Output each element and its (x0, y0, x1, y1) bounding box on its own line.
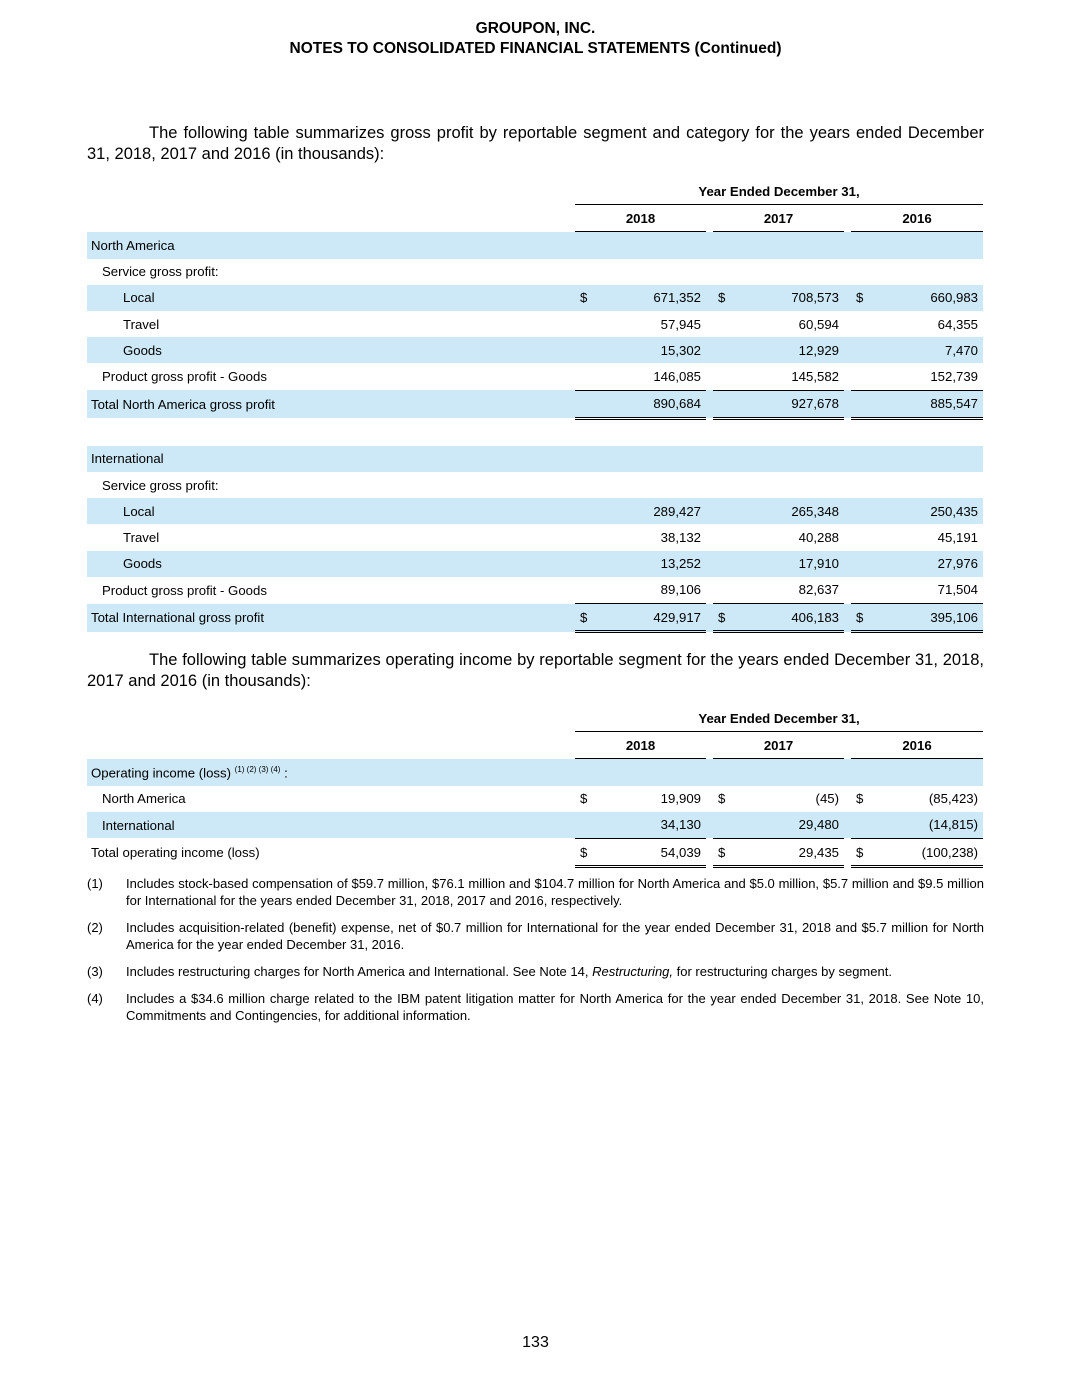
cell-value (737, 446, 844, 472)
cell-value: 82,637 (737, 577, 844, 604)
row-label: Total operating income (loss) (91, 845, 260, 861)
cell-value (875, 472, 983, 498)
row-label: Product gross profit - Goods (102, 582, 267, 598)
cell-value (875, 259, 983, 285)
currency-symbol (575, 812, 599, 839)
currency-symbol: $ (851, 604, 875, 632)
currency-symbol (713, 472, 737, 498)
cell-value: 71,504 (875, 577, 983, 604)
currency-symbol (575, 311, 599, 337)
row-label: Local (87, 285, 575, 311)
currency-symbol (713, 498, 737, 524)
super-header-row (87, 705, 983, 732)
table-row (87, 418, 983, 446)
cell-value (737, 472, 844, 498)
year-header-row (87, 205, 983, 232)
currency-symbol (575, 446, 599, 472)
cell-value (875, 759, 983, 786)
cell-value: 890,684 (599, 390, 706, 418)
intro-paragraph-operating-income: The following table summarizes operating income by reportable segment for the years ended December 31, 2018, 2017 and 2016 (in thousands): (87, 651, 984, 690)
currency-symbol: $ (580, 791, 588, 807)
cell-value: 671,352 (599, 285, 706, 311)
currency-symbol: $ (718, 791, 726, 807)
cell-value: 12,929 (737, 337, 844, 363)
cell-value: 54,039 (599, 838, 706, 866)
cell-value: 34,130 (599, 812, 706, 839)
cell-value: 265,348 (737, 498, 844, 524)
currency-symbol (851, 446, 875, 472)
currency-symbol (851, 759, 875, 786)
currency-symbol: $ (713, 285, 737, 311)
currency-symbol: $ (851, 838, 875, 866)
row-label: Service gross profit: (102, 477, 219, 493)
currency-symbol (851, 551, 875, 577)
super-header-row (87, 178, 983, 205)
cell-value (599, 232, 706, 259)
currency-symbol (851, 812, 875, 839)
cell-value: 45,191 (937, 530, 979, 546)
cell-value (737, 759, 844, 786)
table-row (87, 577, 983, 604)
cell-value: (14,815) (875, 812, 983, 839)
cell-value (875, 446, 983, 472)
currency-symbol: $ (856, 791, 864, 807)
cell-value: 29,435 (737, 838, 844, 866)
row-label: Travel (123, 316, 160, 332)
row-label: Product gross profit - Goods (102, 369, 267, 385)
cell-value: 60,594 (798, 316, 839, 332)
currency-symbol (713, 812, 737, 839)
cell-value: 17,910 (737, 551, 844, 577)
cell-value: (85,423) (928, 791, 979, 807)
cell-value: 395,106 (875, 604, 983, 632)
table-row (87, 259, 983, 285)
cell-value: 250,435 (875, 498, 983, 524)
currency-symbol (713, 232, 737, 259)
footnote-marker: (3) (87, 964, 103, 979)
currency-symbol (575, 472, 599, 498)
footnote-text: Includes a $34.6 million charge related to the IBM patent litigation matter for North America for the year ended December 31, 2018. See Note 10, Commitments and Contingencies, for additional information. (126, 991, 984, 1023)
table-row (87, 285, 983, 311)
cell-value (737, 232, 844, 259)
year-header: 2018 (575, 732, 706, 759)
currency-symbol (713, 259, 737, 285)
table-row (87, 390, 983, 418)
currency-symbol (851, 363, 875, 390)
footnote-2 (87, 919, 984, 953)
currency-symbol (851, 390, 875, 418)
currency-symbol (575, 418, 599, 446)
row-label: Service gross profit: (102, 264, 219, 280)
cell-value: 57,945 (660, 316, 701, 332)
currency-symbol: $ (575, 604, 599, 632)
footnote-4 (87, 990, 984, 1024)
row-label: North America (102, 791, 186, 807)
cell-value: 13,252 (599, 551, 706, 577)
year-header: 2016 (851, 205, 983, 232)
currency-symbol (713, 551, 737, 577)
footnote-marker: (1) (87, 876, 103, 891)
currency-symbol: $ (575, 838, 599, 866)
currency-symbol (575, 551, 599, 577)
table-row (87, 524, 983, 550)
footnote-3 (87, 963, 984, 980)
currency-symbol: $ (713, 604, 737, 632)
cell-value: 145,582 (737, 363, 844, 390)
cell-value: 927,678 (737, 390, 844, 418)
table-row (87, 551, 983, 577)
table-row (87, 337, 983, 363)
company-name: GROUPON, INC. (475, 20, 596, 37)
cell-value (599, 259, 706, 285)
currency-symbol: $ (575, 285, 599, 311)
currency-symbol (575, 232, 599, 259)
cell-value: 885,547 (875, 390, 983, 418)
table-row (87, 786, 983, 812)
row-label: Goods (87, 551, 575, 577)
table-row (87, 232, 983, 259)
cell-value: 708,573 (737, 285, 844, 311)
note-reference-italic: Restructuring, (592, 964, 674, 979)
currency-symbol: $ (713, 838, 737, 866)
page-title: NOTES TO CONSOLIDATED FINANCIAL STATEMENTS (Continued) (289, 40, 782, 57)
page-number: 133 (522, 1334, 549, 1351)
currency-symbol (575, 363, 599, 390)
currency-symbol (575, 498, 599, 524)
footnote-marker: (4) (87, 991, 103, 1006)
cell-value: 7,470 (875, 337, 983, 363)
currency-symbol (851, 259, 875, 285)
year-header: 2016 (851, 732, 983, 759)
table-row (87, 363, 983, 390)
row-label: North America (87, 232, 575, 259)
cell-value: 29,480 (737, 812, 844, 839)
table-row (87, 446, 983, 472)
table-row (87, 604, 983, 632)
cell-value: 38,132 (660, 530, 701, 546)
cell-value (875, 232, 983, 259)
footnote-1 (87, 875, 984, 909)
cell-value: 152,739 (875, 363, 983, 390)
table-row (87, 812, 983, 839)
footnotes (87, 875, 984, 1034)
cell-value: 146,085 (599, 363, 706, 390)
operating-income-table (87, 705, 983, 868)
cell-value: 40,288 (798, 530, 839, 546)
currency-symbol (851, 472, 875, 498)
cell-value: (100,238) (875, 838, 983, 866)
currency-symbol (851, 418, 875, 446)
row-label (87, 418, 575, 446)
cell-value: (45) (815, 791, 839, 807)
currency-symbol: $ (851, 285, 875, 311)
currency-symbol (713, 446, 737, 472)
currency-symbol (851, 337, 875, 363)
year-header: 2017 (713, 205, 844, 232)
currency-symbol (713, 337, 737, 363)
currency-symbol (713, 524, 737, 550)
gross-profit-table (87, 178, 983, 633)
currency-symbol (575, 259, 599, 285)
year-header-row (87, 732, 983, 759)
cell-value: 89,106 (599, 577, 706, 604)
footnote-text: Includes acquisition-related (benefit) expense, net of $0.7 million for International for the year ended December 31, 2018 and $5.7 million for North America for the year ended December 31, 2016. (126, 920, 984, 952)
cell-value: 429,917 (599, 604, 706, 632)
row-label: Goods (87, 337, 575, 363)
table-row (87, 759, 983, 786)
table-row (87, 498, 983, 524)
row-label: Travel (123, 530, 160, 546)
footnote-text: Includes stock-based compensation of $59.7 million, $76.1 million and $104.7 million for North America and $5.0 million, $5.7 million and $9.5 million for International for the years ended December 31, 2018, 2017 and 2016, respectively. (126, 876, 984, 908)
cell-value (737, 259, 844, 285)
currency-symbol (575, 524, 599, 550)
currency-symbol (713, 363, 737, 390)
year-header: 2018 (575, 205, 706, 232)
currency-symbol (713, 577, 737, 604)
currency-symbol (851, 524, 875, 550)
table-row (87, 311, 983, 337)
cell-value (599, 418, 706, 446)
cell-value (599, 446, 706, 472)
column-group-header: Year Ended December 31, (575, 705, 983, 732)
currency-symbol (713, 311, 737, 337)
cell-value: 289,427 (599, 498, 706, 524)
year-header: 2017 (713, 732, 844, 759)
currency-symbol (713, 418, 737, 446)
cell-value: 64,355 (937, 316, 979, 332)
currency-symbol (851, 498, 875, 524)
cell-value: 660,983 (875, 285, 983, 311)
currency-symbol (713, 759, 737, 786)
currency-symbol (851, 232, 875, 259)
row-label: Total North America gross profit (87, 390, 575, 418)
currency-symbol (575, 759, 599, 786)
table-row (87, 472, 983, 498)
currency-symbol (575, 390, 599, 418)
row-label: Total International gross profit (87, 604, 575, 632)
row-label: Operating income (loss) $^{(1) (2) (3) (4)}$ : (87, 759, 575, 786)
cell-value: 406,183 (737, 604, 844, 632)
currency-symbol (575, 337, 599, 363)
row-label: Local (87, 498, 575, 524)
currency-symbol (575, 577, 599, 604)
currency-symbol (851, 311, 875, 337)
row-label: International (87, 446, 575, 472)
footnote-text: Includes restructuring charges for North America and International. See Note 14, Restructuring, for restructuring charges by segment. (126, 964, 892, 979)
currency-symbol (713, 390, 737, 418)
cell-value: 15,302 (599, 337, 706, 363)
table-row (87, 838, 983, 866)
column-group-header: Year Ended December 31, (575, 178, 983, 205)
cell-value: 19,909 (660, 791, 701, 807)
footnote-marker: (2) (87, 920, 103, 935)
cell-value (599, 759, 706, 786)
cell-value: 27,976 (875, 551, 983, 577)
row-label: International (87, 812, 575, 839)
currency-symbol (851, 577, 875, 604)
cell-value (599, 472, 706, 498)
cell-value (737, 418, 844, 446)
cell-value (875, 418, 983, 446)
intro-paragraph-gross-profit: The following table summarizes gross profit by reportable segment and category for the years ended December 31, 2018, 2017 and 2016 (in thousands): (87, 124, 984, 163)
